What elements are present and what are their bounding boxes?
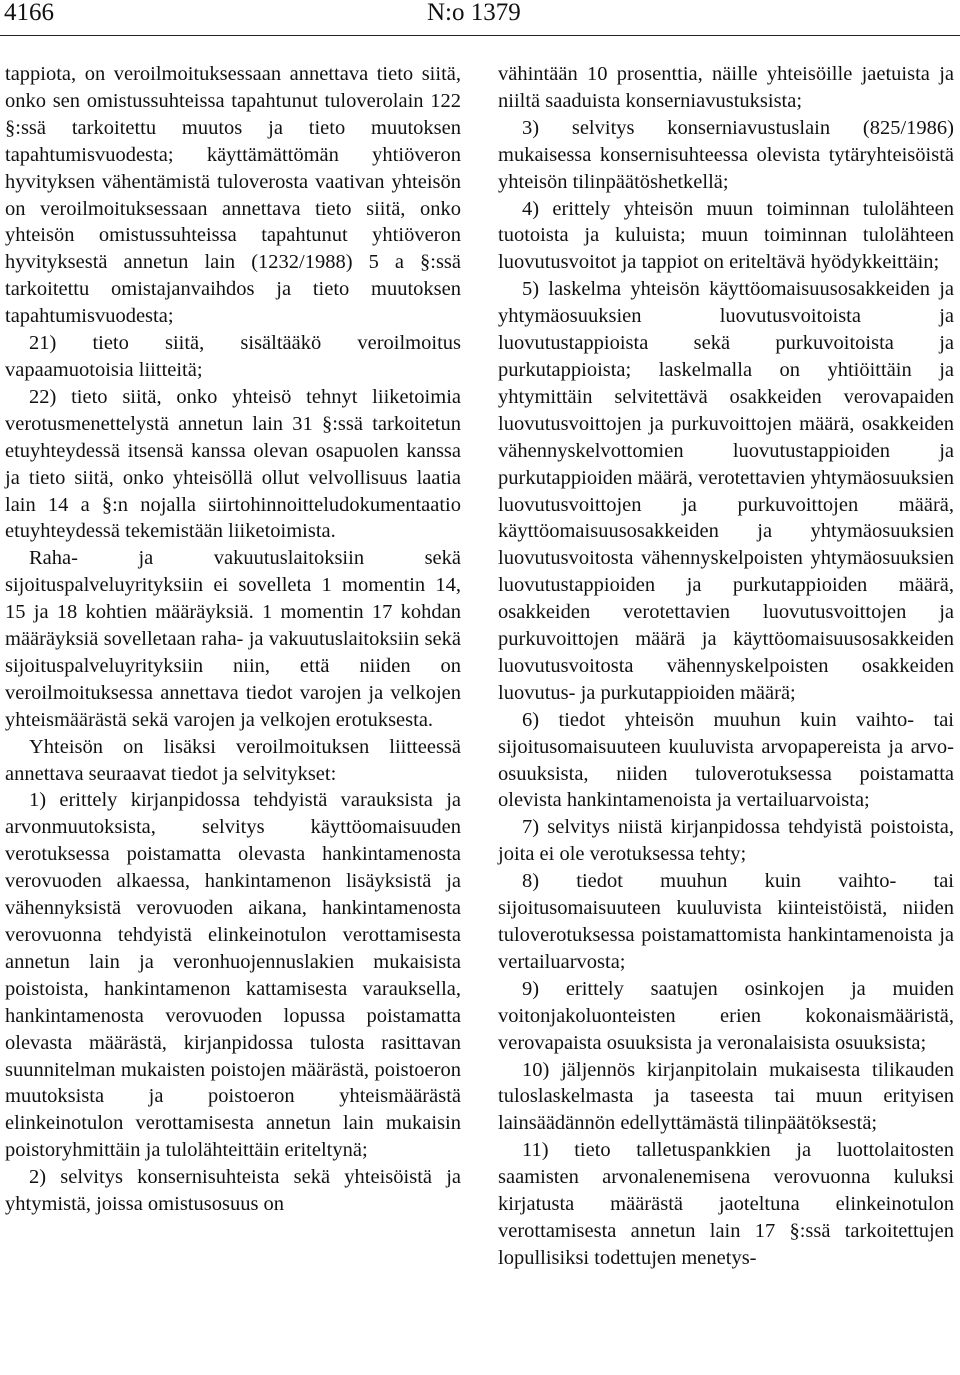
paragraph: 21) tieto siitä, sisältääkö veroilmoitus vapaamuotoisia liitteitä; xyxy=(5,332,461,381)
issue-number: N:o 1379 xyxy=(427,0,521,26)
paragraph: 1) erittely kirjanpidossa tehdyistä varauksista ja arvonmuutoksista, selvitys käyttöomaisuuden verotuksessa poistamatta olevasta hankintamenosta verovuoden alkaessa, hankintamenon lisäyksistä ja vähennyksistä verovuoden aikana, hankintamenosta verovuonna tehdyistä elinkeinotulon verottamisesta annetun lain ja veronhuojennuslakien mukaisista poistoista, hankintamenon kattamisesta varauksella, hankintamenosta verovuoden lopussa poistamatta olevasta määrästä, kirjanpidossa tulosta rasittavan suunnitelman mukaisten poistojen määrästä, poistoeron muutoksista ja poistoeron yhteismäärästä elinkeinotulon verottamisesta annetun lain mukaisin poistoryhmittäin ja tulolähteittäin eriteltynä; xyxy=(5,789,461,1162)
paragraph: 3) selvitys konserniavustuslain (825/1986) mukaisessa konsernisuhteessa olevista tytäryhteisöistä yhteisön tilinpäätöshetkellä; xyxy=(498,116,954,193)
paragraph: Raha- ja vakuutuslaitoksiin sekä sijoituspalveluyrityksiin ei sovelleta 1 momentin 14, 15 ja 18 kohtien määräyksiä. 1 momentin 17 kohdan määräyksiä sovelletaan raha- ja vakuutuslaitoksiin sekä sijoituspalveluyrityksiin niin, että niiden on veroilmoituksessa annettava tiedot varojen ja velkojen yhteismäärästä sekä varojen ja velkojen erotuksesta. xyxy=(5,547,461,731)
paragraph: 22) tieto siitä, onko yhteisö tehnyt liiketoimia verotusmenettelystä annetun lain 31 §:ssä tarkoitetun etuyhteydessä itsensä kanssa olevan osapuolen kanssa ja tieto siitä, onko yhteisöllä ollut velvollisuus laatia lain 14 a §:n nojalla siirtohinnoitteludokumentaatio etuyhteydessä tekemistään liiketoimista. xyxy=(5,385,461,543)
paragraph: 11) tieto talletuspankkien ja luottolaitosten saamisten arvonalenemisena verovuonna kuluksi kirjatusta määrästä jaoteltuna elinkeinotulon verottamisesta annetun lain 17 §:ssä tarkoitettujen lopullisiksi todettujen menetys- xyxy=(498,1139,954,1269)
paragraph: 7) selvitys niistä kirjanpidossa tehdyistä poistoista, joita ei ole verotuksessa tehty; xyxy=(498,816,954,866)
paragraph: 6) tiedot yhteisön muuhun kuin vaihto- tai sijoitusomaisuuteen kuuluvista arvopapereista ja arvo-osuuksista, niiden tuloverotuksessa poistamatta olevista hankintamenoista ja vertailuarvoista; xyxy=(498,708,954,812)
paragraph: vähintään 10 prosenttia, näille yhteisöille jaetuista ja niiltä saaduista konserniavustuksista; xyxy=(498,63,954,112)
paragraph: Yhteisön on lisäksi veroilmoituksen liitteessä annettava seuraavat tiedot ja selvitykset: xyxy=(5,735,461,785)
left-column xyxy=(5,61,461,1218)
paragraph: 8) tiedot muuhun kuin vaihto- tai sijoitusomaisuuteen kuuluvista kiinteistöistä, niiden tuloverotuksessa poistamattomista hankintamenoista ja vertailuarvosta; xyxy=(498,870,954,973)
paragraph: tappiota, on veroilmoituksessaan annettava tieto siitä, onko sen omistussuhteissa tapahtunut tuloverolain 122 §:ssä tarkoitettu muutos ja tieto muutoksen tapahtumisvuodesta; käyttämättömän yhtiöveron hyvityksen vähentämistä tuloverosta vaativan yhteisön on veroilmoituksessaan annettava tieto siitä, onko yhteisön omistussuhteissa tapahtunut yhtiöveron hyvityksestä annetun lain (1232/1988) 5 a §:ssä tarkoitettu omistajanvaihdos ja tieto muutoksen tapahtumisvuodesta; xyxy=(5,63,461,328)
header-rule xyxy=(0,35,960,36)
right-column xyxy=(498,61,954,1272)
paragraph: 10) jäljennös kirjanpitolain mukaisesta tilikauden tuloslaskelmasta ja taseesta tai muun erityisen lainsäädännön edellyttämästä tilinpäätöksestä; xyxy=(498,1058,954,1135)
paragraph: 2) selvitys konsernisuhteista sekä yhteisöistä ja yhtymistä, joissa omistusosuus on xyxy=(5,1166,461,1216)
paragraph: 4) erittely yhteisön muun toiminnan tulolähteen tuotoista ja kuluista; muun toiminnan tulolähteen luovutusvoitot ja tappiot on eriteltävä hyödykkeittäin; xyxy=(498,197,954,274)
page-header xyxy=(0,0,960,30)
paragraph: 5) laskelma yhteisön käyttöomaisuusosakkeiden ja yhtymäosuuksien luovutusvoitoista ja luovutustappioista sekä purkuvoitoista ja purkutappioista; laskelmalla on yhtiöittäin ja yhtymittäin selvitettävä osakkeiden verovapaiden luovutusvoittojen ja purkuvoittojen määrä, osakkeiden vähennyskelvottomien luovutustappioiden ja purkutappioiden määrä, verotettavien yhtymäosuuksien luovutusvoittojen ja purkuvoittojen määrä, käyttöomaisuusosakkeiden ja yhtymäosuuksien luovutusvoitosta vähennyskelpoisten yhtymäosuuksien luovutustappioiden ja purkutappioiden määrä, osakkeiden verotettavien luovutusvoittojen ja purkuvoittojen määrä ja käyttöomaisuusosakkeiden luovutusvoitosta vähennyskelpoisten osakkeiden luovutus- ja purkutappioiden määrä; xyxy=(498,278,954,704)
paragraph: 9) erittely saatujen osinkojen ja muiden voitonjakoluonteisten erien kokonaismääristä, verovapaista osuuksista ja veronalaisista osuuksista; xyxy=(498,977,954,1054)
page-number: 4166 xyxy=(4,0,54,26)
